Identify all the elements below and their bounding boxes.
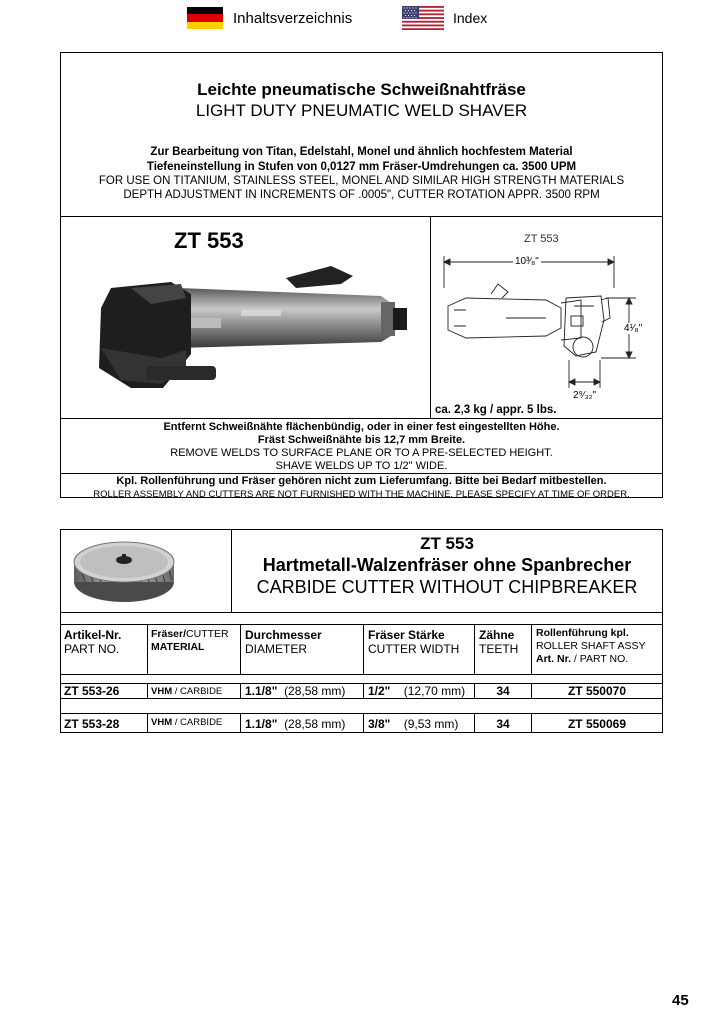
carbide-cutter-photo xyxy=(69,536,179,608)
product-model: ZT 553 xyxy=(174,228,244,253)
us-flag-icon[interactable] xyxy=(402,6,444,30)
drawing-label: ZT 553 xyxy=(524,233,559,245)
product-desc-en-2: DEPTH ADJUSTMENT IN INCREMENTS OF .0005", CUTTER ROTATION APPR. 3500 RPM xyxy=(123,189,600,201)
cutter-panel xyxy=(60,529,663,733)
divider xyxy=(61,698,662,699)
cutter-title-en: CARBIDE CUTTER WITHOUT CHIPBREAKER xyxy=(256,577,638,597)
table-row-1-diameter: 1.1/8" (28,58 mm) xyxy=(245,684,346,698)
note-de: Kpl. Rollenführung und Fräser gehören nicht zum Lieferumfang. Bitte bei Bedarf mitbestellen. xyxy=(116,475,607,487)
product-panel xyxy=(60,52,663,498)
divider xyxy=(61,418,662,419)
page-number: 45 xyxy=(672,992,689,1009)
feature-de-1: Entfernt Schweißnähte flächenbündig, oder in einer fest eingestellten Höhe. xyxy=(163,421,560,433)
table-row-1-material: VHM / CARBIDE xyxy=(151,686,223,697)
index-link[interactable]: Index xyxy=(453,10,488,26)
header-diameter: Durchmesser DIAMETER xyxy=(245,628,322,656)
cutter-model: ZT 553 xyxy=(420,534,474,553)
dimension-length: 10³⁄₈" xyxy=(515,256,539,267)
dimension-height: 4¹⁄₈" xyxy=(624,323,643,334)
header-cutter-width: Fräser Stärke CUTTER WIDTH xyxy=(368,628,460,656)
header-material: Fräser/CUTTER MATERIAL xyxy=(151,628,229,653)
table-row-1-width: 1/2" (12,70 mm) xyxy=(368,684,466,698)
product-desc-de-1: Zur Bearbeitung von Titan, Edelstahl, Monel und ähnlich hochfestem Material xyxy=(150,146,573,158)
table-row-2-assy: ZT 550069 xyxy=(567,717,627,731)
divider xyxy=(61,216,662,217)
header-part-no: Artikel-Nr. PART NO. xyxy=(64,628,122,656)
note-en: ROLLER ASSEMBLY AND CUTTERS ARE NOT FURNISHED WITH THE MACHINE. PLEASE SPECIFY AT TIME OF ORDER. xyxy=(93,489,630,500)
header-roller-assy: Rollenführung kpl. ROLLER SHAFT ASSY Art. Nr. / PART NO. xyxy=(536,627,646,665)
table-row-2-teeth: 34 xyxy=(496,717,510,731)
dimension-width: 2⁹⁄₃₂" xyxy=(573,390,597,401)
feature-de-2: Fräst Schweißnähte bis 12,7 mm Breite. xyxy=(257,434,466,446)
table-row-2-part: ZT 553-28 xyxy=(64,717,120,731)
feature-en-2: SHAVE WELDS UP TO 1/2" WIDE. xyxy=(275,460,448,472)
product-title-en: LIGHT DUTY PNEUMATIC WELD SHAVER xyxy=(195,101,528,120)
header-teeth: Zähne TEETH xyxy=(479,628,519,656)
german-flag-icon[interactable] xyxy=(187,7,223,29)
divider xyxy=(61,624,662,625)
table-row-1-assy: ZT 550070 xyxy=(567,684,627,698)
product-weight: ca. 2,3 kg / appr. 5 lbs. xyxy=(435,404,557,416)
divider xyxy=(61,713,662,714)
divider xyxy=(61,674,662,675)
divider xyxy=(430,216,431,418)
feature-en-1: REMOVE WELDS TO SURFACE PLANE OR TO A PRE-SELECTED HEIGHT. xyxy=(170,447,553,459)
product-title-de: Leichte pneumatische Schweißnahtfräse xyxy=(197,80,526,99)
product-desc-de-2: Tiefeneinstellung in Stufen von 0,0127 mm Fräser-Umdrehungen ca. 3500 UPM xyxy=(146,161,577,173)
inhaltsverzeichnis-link[interactable]: Inhaltsverzeichnis xyxy=(233,10,353,27)
divider xyxy=(61,612,662,613)
weld-shaver-photo xyxy=(91,258,411,393)
table-row-2-width: 3/8" (9,53 mm) xyxy=(368,717,459,731)
cutter-title-de: Hartmetall-Walzenfräser ohne Spanbrecher xyxy=(262,555,632,575)
table-row-1-teeth: 34 xyxy=(496,684,510,698)
table-row-2-diameter: 1.1/8" (28,58 mm) xyxy=(245,717,346,731)
table-row-2-material: VHM / CARBIDE xyxy=(151,717,223,728)
product-desc-en-1: FOR USE ON TITANIUM, STAINLESS STEEL, MONEL AND SIMILAR HIGH STRENGTH MATERIALS xyxy=(98,175,625,187)
divider xyxy=(61,473,662,474)
table-row-1-part: ZT 553-26 xyxy=(64,684,120,698)
